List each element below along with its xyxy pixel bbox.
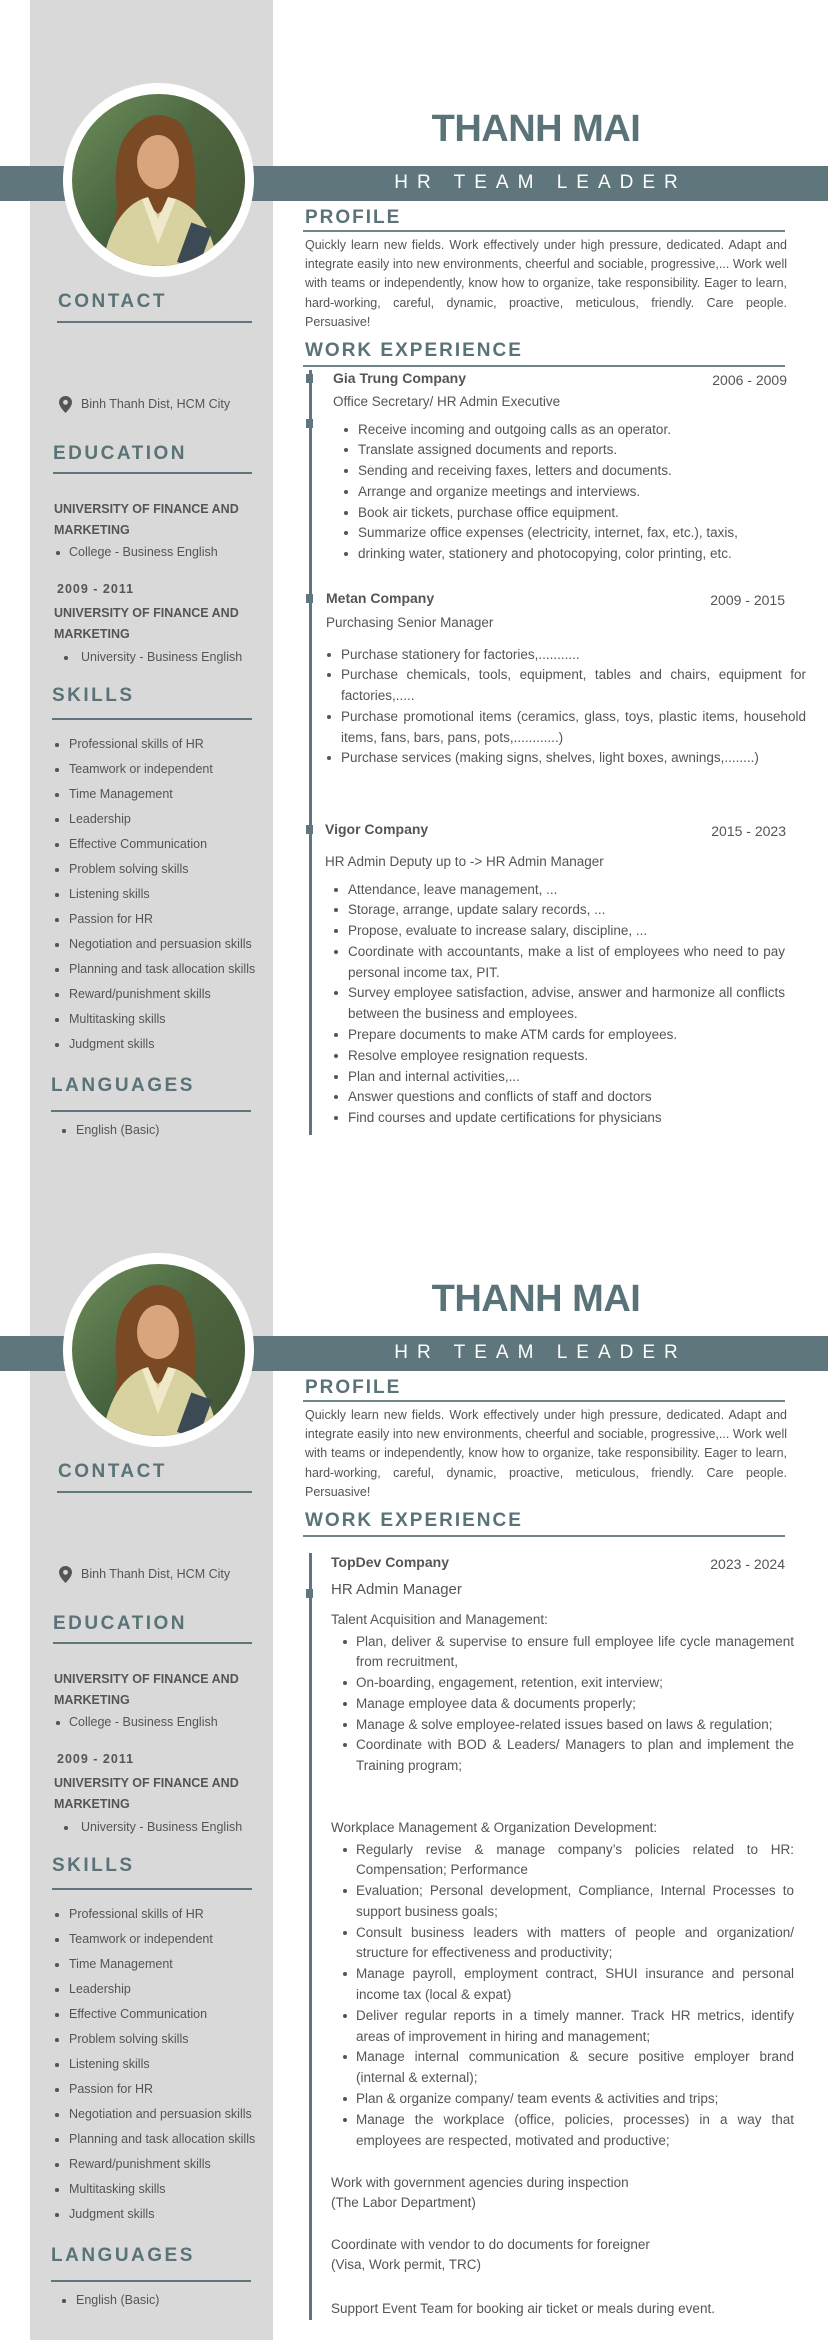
list-item-text: Coordinate with BOD & Leaders/ Managers to plan and implement the Training program; (356, 1737, 794, 1774)
list-item (52, 2002, 272, 2027)
employment-period: 2009 - 2015 (710, 592, 785, 608)
bullet-dot-icon (334, 1075, 338, 1079)
list-item-text: Leadership (69, 812, 131, 826)
job-role: HR Admin Manager (331, 1581, 462, 1598)
bullet-dot-icon (55, 1913, 59, 1917)
bullet-dot-icon (62, 2299, 66, 2303)
bullet-dot-icon (334, 1095, 338, 1099)
bullet-dot-icon (344, 428, 348, 432)
languages-list (52, 1118, 262, 1143)
additional-duty-line: Coordinate with vendor to do documents for foreigner (331, 2236, 650, 2252)
list-item (52, 1927, 272, 1952)
list-item-text: Find courses and update certifications for physicians (348, 1110, 662, 1126)
contact-heading: CONTACT (58, 291, 167, 312)
profile-divider (303, 1400, 785, 1402)
bullet-dot-icon (55, 768, 59, 772)
bullet-dot-icon (64, 1826, 68, 1830)
languages-divider (51, 2280, 251, 2282)
bullet-dot-icon (55, 843, 59, 847)
list-item (52, 645, 267, 670)
list-item-text: Arrange and organize meetings and interviews. (358, 483, 641, 499)
list-item-text: Effective Communication (69, 837, 208, 851)
list-item (334, 1046, 785, 1067)
list-item-text: Negotiation and persuasion skills (69, 937, 252, 951)
education-school: UNIVERSITY OF FINANCE AND MARKETING (54, 1672, 239, 1707)
candidate-name: THANH MAI (431, 108, 641, 150)
timeline-marker-icon (306, 1589, 313, 1598)
list-item-text: Summarize office expenses (electricity, internet, fax, etc.), taxis, (358, 525, 738, 541)
list-item-text: Problem solving skills (69, 2032, 189, 2046)
bullet-dot-icon (55, 2113, 59, 2117)
additional-duty-line: Work with government agencies during inspection (331, 2174, 629, 2190)
timeline-line (309, 1553, 312, 2320)
education-period: 2009 - 2011 (57, 582, 135, 596)
list-item-text: Planning and task allocation skills (69, 962, 256, 976)
list-item-text: Propose, evaluate to increase salary, discipline, ... (348, 923, 648, 939)
work-experience-heading: WORK EXPERIENCE (305, 1510, 523, 1531)
list-item (343, 2089, 794, 2110)
list-item (334, 942, 785, 984)
bullet-dot-icon (55, 1018, 59, 1022)
bullet-dot-icon (55, 743, 59, 747)
list-item-text: Book air tickets, purchase office equipment. (358, 504, 619, 520)
list-item (343, 1694, 794, 1715)
additional-duty-line: Support Event Team for booking air ticket or meals during event. (331, 2300, 715, 2316)
list-item (344, 482, 808, 503)
list-item-text: Negotiation and persuasion skills (69, 2107, 252, 2121)
list-item-text: English (Basic) (76, 1123, 160, 1137)
list-item (343, 1840, 794, 1882)
list-item-text: Reward/punishment skills (69, 2157, 211, 2171)
bullet-dot-icon (343, 2097, 347, 2101)
list-item-text: Attendance, leave management, ... (348, 881, 558, 897)
bullet-dot-icon (343, 1972, 347, 1976)
education-school: UNIVERSITY OF FINANCE AND MARKETING (54, 606, 239, 641)
education-school: UNIVERSITY OF FINANCE AND MARKETING (54, 502, 239, 537)
timeline-marker-icon (306, 825, 313, 834)
bullet-dot-icon (327, 673, 331, 677)
list-item (52, 1118, 262, 1143)
list-item (334, 1067, 785, 1088)
list-item-text: Deliver regular reports in a timely manner. Track HR metrics, identify areas of improvement in hiring and management; (356, 2007, 794, 2044)
bullet-dot-icon (343, 1640, 347, 1644)
list-item (344, 523, 808, 544)
list-item (52, 2052, 272, 2077)
education-divider (53, 1642, 252, 1644)
list-item (52, 757, 272, 782)
education-divider (53, 472, 252, 474)
candidate-name: THANH MAI (431, 1278, 641, 1320)
profile-heading: PROFILE (305, 1377, 402, 1398)
bullet-dot-icon (327, 715, 331, 719)
list-item-text: Reward/punishment skills (69, 987, 211, 1001)
list-item-text: Purchase services (making signs, shelves, light boxes, awnings,........) (341, 750, 759, 766)
bullet-dot-icon (343, 1743, 347, 1747)
list-item-text: Purchase chemicals, tools, equipment, tables and chairs, equipment for factories,..... (341, 667, 806, 704)
contact-address: Binh Thanh Dist, HCM City (81, 397, 231, 411)
list-item-text: Survey employee satisfaction, advise, answer and harmonize all conflicts between the business and employees. (348, 985, 785, 1022)
list-item-text: Professional skills of HR (69, 737, 204, 751)
list-item-text: Purchase promotional items (ceramics, glass, toys, plastic items, household items, fans, bars, pans, pots,............) (341, 708, 806, 745)
list-item (343, 1632, 794, 1674)
timeline-marker-icon (306, 374, 313, 383)
list-item (52, 1977, 272, 2002)
list-item-text: Teamwork or independent (69, 762, 213, 776)
list-item-text: Sending and receiving faxes, letters and documents. (358, 463, 672, 479)
profile-text: Quickly learn new fields. Work effectively under high pressure, dedicated. Adapt and integrate easily into new environments, cheerful and sociable, progressive,... Work well with teams or independently, know how to organize, take responsibility. Eager to learn, hard-working, careful, dynamic, proactive, meticulous, friendly. Care people. Persuasive! (305, 238, 787, 329)
bullet-dot-icon (55, 793, 59, 797)
education-detail-list (52, 540, 267, 565)
languages-list (52, 2288, 262, 2313)
bullet-dot-icon (56, 551, 60, 555)
profile-heading: PROFILE (305, 207, 402, 228)
skills-divider (52, 718, 252, 720)
languages-divider (51, 1110, 251, 1112)
bullet-dot-icon (55, 1938, 59, 1942)
bullet-dot-icon (334, 908, 338, 912)
list-item (334, 900, 785, 921)
bullet-dot-icon (55, 2163, 59, 2167)
contact-address: Binh Thanh Dist, HCM City (81, 1567, 231, 1581)
list-item (52, 2288, 262, 2313)
bullet-dot-icon (343, 1681, 347, 1685)
additional-duty (331, 2299, 801, 2320)
list-item (343, 2006, 794, 2048)
avatar-photo (72, 1264, 245, 1436)
bullet-dot-icon (343, 1848, 347, 1852)
list-item-text: Coordinate with accountants, make a list of employees who need to pay personal income tax, PIT. (348, 943, 785, 980)
list-item-text: Manage payroll, employment contract, SHUI insurance and personal income tax (local & expat) (356, 1966, 794, 2003)
list-item-text: Resolve employee resignation requests. (348, 1047, 589, 1063)
bullet-dot-icon (344, 552, 348, 556)
list-item (52, 2077, 272, 2102)
additional-duty (331, 2235, 801, 2277)
list-item (334, 1087, 785, 1108)
timeline-marker-icon (306, 419, 313, 428)
list-item (52, 957, 272, 982)
bullet-dot-icon (334, 888, 338, 892)
list-item-text: Consult business leaders with matters of people and organization/ structure for effectiveness and productivity; (356, 1924, 794, 1961)
list-item (52, 1902, 272, 1927)
bullet-dot-icon (55, 1963, 59, 1967)
additional-duty (331, 2173, 801, 2215)
list-item-text: Problem solving skills (69, 862, 189, 876)
employment-period: 2015 - 2023 (711, 823, 786, 839)
job-role: Purchasing Senior Manager (326, 615, 494, 630)
bullet-dot-icon (56, 1721, 60, 1725)
education-school: UNIVERSITY OF FINANCE AND MARKETING (54, 1776, 239, 1811)
list-item-text: Professional skills of HR (69, 1907, 204, 1921)
list-item (343, 1964, 794, 2006)
list-item (52, 2152, 272, 2177)
list-item (344, 440, 808, 461)
bullet-dot-icon (334, 1116, 338, 1120)
bullet-dot-icon (55, 2188, 59, 2192)
list-item-text: Time Management (69, 787, 173, 801)
timeline-marker-icon (306, 594, 313, 603)
list-item-text: College - Business English (69, 545, 218, 559)
list-item (52, 782, 272, 807)
bullet-dot-icon (55, 2213, 59, 2217)
bullet-dot-icon (55, 2013, 59, 2017)
list-item-text: Passion for HR (69, 912, 154, 926)
list-item (52, 2202, 272, 2227)
list-item-text: College - Business English (69, 1715, 218, 1729)
bullet-dot-icon (55, 2138, 59, 2142)
profile-text: Quickly learn new fields. Work effectively under high pressure, dedicated. Adapt and integrate easily into new environments, cheerful and sociable, progressive,... Work well with teams or independently, know how to organize, take responsibility. Eager to learn, hard-working, careful, dynamic, proactive, meticulous, friendly. Care people. Persuasive! (305, 1408, 787, 1499)
list-item (52, 732, 272, 757)
responsibility-list (327, 645, 806, 770)
list-item (343, 1673, 794, 1694)
list-item-text: Listening skills (69, 887, 150, 901)
responsibility-list (343, 1632, 794, 1778)
bullet-dot-icon (334, 1033, 338, 1037)
bullet-dot-icon (55, 943, 59, 947)
list-item (52, 857, 272, 882)
company-name: Metan Company (326, 590, 435, 606)
list-item-text: Plan, deliver & supervise to ensure full employee life cycle management from recruitment, (356, 1633, 794, 1670)
education-detail-list (52, 645, 267, 670)
bullet-dot-icon (327, 653, 331, 657)
company-name: Gia Trung Company (333, 370, 467, 386)
bullet-dot-icon (343, 1931, 347, 1935)
list-item-text: English (Basic) (76, 2293, 160, 2307)
list-item (52, 1032, 272, 1057)
list-item (52, 2177, 272, 2202)
list-item (52, 907, 272, 932)
bullet-dot-icon (55, 818, 59, 822)
contact-divider (57, 1491, 252, 1493)
company-name: TopDev Company (331, 1554, 449, 1570)
employment-period: 2006 - 2009 (712, 372, 787, 388)
map-pin-icon (59, 396, 72, 413)
list-item (52, 2127, 272, 2152)
list-item-text: Judgment skills (69, 2207, 155, 2221)
bullet-dot-icon (334, 950, 338, 954)
responsibility-list (334, 880, 785, 1130)
list-item-text: Translate assigned documents and reports. (358, 442, 618, 458)
bullet-dot-icon (344, 511, 348, 515)
languages-heading: LANGUAGES (51, 1075, 195, 1096)
list-item-text: Prepare documents to make ATM cards for employees. (348, 1027, 678, 1043)
responsibility-list (343, 1840, 794, 2152)
resume-page (0, 1170, 828, 2340)
list-item-text: University - Business English (81, 1820, 243, 1834)
job-title: HR TEAM LEADER (394, 1342, 687, 1363)
bullet-dot-icon (55, 918, 59, 922)
list-item (52, 1007, 272, 1032)
responsibility-group-heading: Talent Acquisition and Management: (331, 1611, 548, 1627)
job-role: HR Admin Deputy up to -> HR Admin Manager (325, 854, 604, 869)
bullet-dot-icon (343, 1702, 347, 1706)
timeline-line (309, 370, 312, 1135)
bullet-dot-icon (343, 1723, 347, 1727)
bullet-dot-icon (55, 968, 59, 972)
list-item (343, 2047, 794, 2089)
list-item (52, 832, 272, 857)
list-item (343, 1881, 794, 1923)
avatar-photo (72, 94, 245, 266)
list-item (343, 1735, 794, 1777)
list-item-text: Answer questions and conflicts of staff and doctors (348, 1089, 652, 1105)
list-item (344, 503, 808, 524)
list-item (327, 748, 806, 769)
list-item (343, 1715, 794, 1736)
list-item-text: Storage, arrange, update salary records, ... (348, 902, 606, 918)
list-item (334, 1108, 785, 1129)
education-heading: EDUCATION (53, 1613, 188, 1634)
bullet-dot-icon (62, 1129, 66, 1133)
additional-duty-line: (The Labor Department) (331, 2195, 476, 2211)
bullet-dot-icon (64, 656, 68, 660)
list-item-text: Plan and internal activities,... (348, 1068, 520, 1084)
list-item (344, 544, 808, 565)
list-item (334, 983, 785, 1025)
list-item (52, 2102, 272, 2127)
bullet-dot-icon (344, 448, 348, 452)
list-item (52, 540, 267, 565)
bullet-dot-icon (343, 2014, 347, 2018)
bullet-dot-icon (343, 1889, 347, 1893)
skills-heading: SKILLS (52, 1855, 135, 1876)
list-item-text: Multitasking skills (69, 1012, 166, 1026)
bullet-dot-icon (344, 531, 348, 535)
education-period: 2009 - 2011 (57, 1752, 135, 1766)
list-item (334, 921, 785, 942)
list-item (334, 880, 785, 901)
bullet-dot-icon (334, 1054, 338, 1058)
bullet-dot-icon (55, 993, 59, 997)
list-item-text: University - Business English (81, 650, 243, 664)
list-item-text: Evaluation; Personal development, Compliance, Internal Processes to support business goals; (356, 1883, 794, 1919)
employment-period: 2023 - 2024 (710, 1556, 785, 1572)
list-item (327, 665, 806, 707)
bullet-dot-icon (343, 2055, 347, 2059)
bullet-dot-icon (55, 893, 59, 897)
list-item (52, 1710, 267, 1735)
list-item-text: Regularly revise & manage company’s policies related to HR: Compensation; Performance (356, 1841, 794, 1878)
list-item-text: Manage internal communication & secure positive employer brand (internal & external); (356, 2049, 794, 2086)
bullet-dot-icon (334, 991, 338, 995)
list-item-text: Teamwork or independent (69, 1932, 213, 1946)
list-item-text: Purchase stationery for factories,........... (341, 646, 580, 662)
list-item (344, 461, 808, 482)
list-item-text: Manage the workplace (office, policies, processes) in a way that employees are respected, motivated and productive; (356, 2111, 794, 2148)
profile-divider (303, 230, 785, 232)
bullet-dot-icon (344, 490, 348, 494)
skills-list (52, 732, 272, 1057)
skills-list (52, 1902, 272, 2227)
list-item-text: On-boarding, engagement, retention, exit interview; (356, 1675, 663, 1691)
list-item (327, 707, 806, 749)
list-item-text: Plan & organize company/ team events & activities and trips; (356, 2091, 719, 2107)
list-item-text: Passion for HR (69, 2082, 154, 2096)
list-item-text: Effective Communication (69, 2007, 208, 2021)
contact-divider (57, 321, 252, 323)
list-item-text: Listening skills (69, 2057, 150, 2071)
job-title: HR TEAM LEADER (394, 172, 687, 193)
job-role: Office Secretary/ HR Admin Executive (333, 394, 561, 409)
education-detail-list (52, 1815, 267, 1840)
list-item-text: Manage employee data & documents properly; (356, 1695, 636, 1711)
bullet-dot-icon (55, 1043, 59, 1047)
list-item (52, 1952, 272, 1977)
bullet-dot-icon (55, 2088, 59, 2092)
list-item-text: Receive incoming and outgoing calls as an operator. (358, 421, 671, 437)
bullet-dot-icon (55, 868, 59, 872)
work-experience-heading: WORK EXPERIENCE (305, 340, 523, 361)
contact-heading: CONTACT (58, 1461, 167, 1482)
list-item (343, 2110, 794, 2152)
work-experience-divider (303, 1535, 785, 1537)
list-item (344, 420, 808, 441)
list-item-text: Manage & solve employee-related issues based on laws & regulation; (356, 1716, 773, 1732)
list-item-text: Planning and task allocation skills (69, 2132, 256, 2146)
list-item (52, 932, 272, 957)
list-item (52, 982, 272, 1007)
skills-heading: SKILLS (52, 685, 135, 706)
bullet-dot-icon (334, 929, 338, 933)
bullet-dot-icon (55, 1988, 59, 1992)
list-item (52, 1815, 267, 1840)
bullet-dot-icon (344, 469, 348, 473)
bullet-dot-icon (327, 756, 331, 760)
list-item-text: drinking water, stationery and photocopying, color printing, etc. (358, 546, 732, 562)
list-item-text: Multitasking skills (69, 2182, 166, 2196)
map-pin-icon (59, 1566, 72, 1583)
responsibility-list (344, 420, 808, 566)
bullet-dot-icon (55, 2063, 59, 2067)
list-item (334, 1025, 785, 1046)
list-item (52, 807, 272, 832)
work-experience-divider (303, 365, 785, 367)
list-item (52, 882, 272, 907)
list-item-text: Time Management (69, 1957, 173, 1971)
list-item (52, 2027, 272, 2052)
list-item-text: Leadership (69, 1982, 131, 1996)
skills-divider (52, 1888, 252, 1890)
education-heading: EDUCATION (53, 443, 188, 464)
additional-duty-line: (Visa, Work permit, TRC) (331, 2257, 482, 2273)
list-item-text: Judgment skills (69, 1037, 155, 1051)
responsibility-group-heading: Workplace Management & Organization Development: (331, 1819, 658, 1835)
list-item (327, 645, 806, 666)
company-name: Vigor Company (325, 821, 429, 837)
list-item (343, 1923, 794, 1965)
bullet-dot-icon (55, 2038, 59, 2042)
education-detail-list (52, 1710, 267, 1735)
languages-heading: LANGUAGES (51, 2245, 195, 2266)
bullet-dot-icon (343, 2118, 347, 2122)
